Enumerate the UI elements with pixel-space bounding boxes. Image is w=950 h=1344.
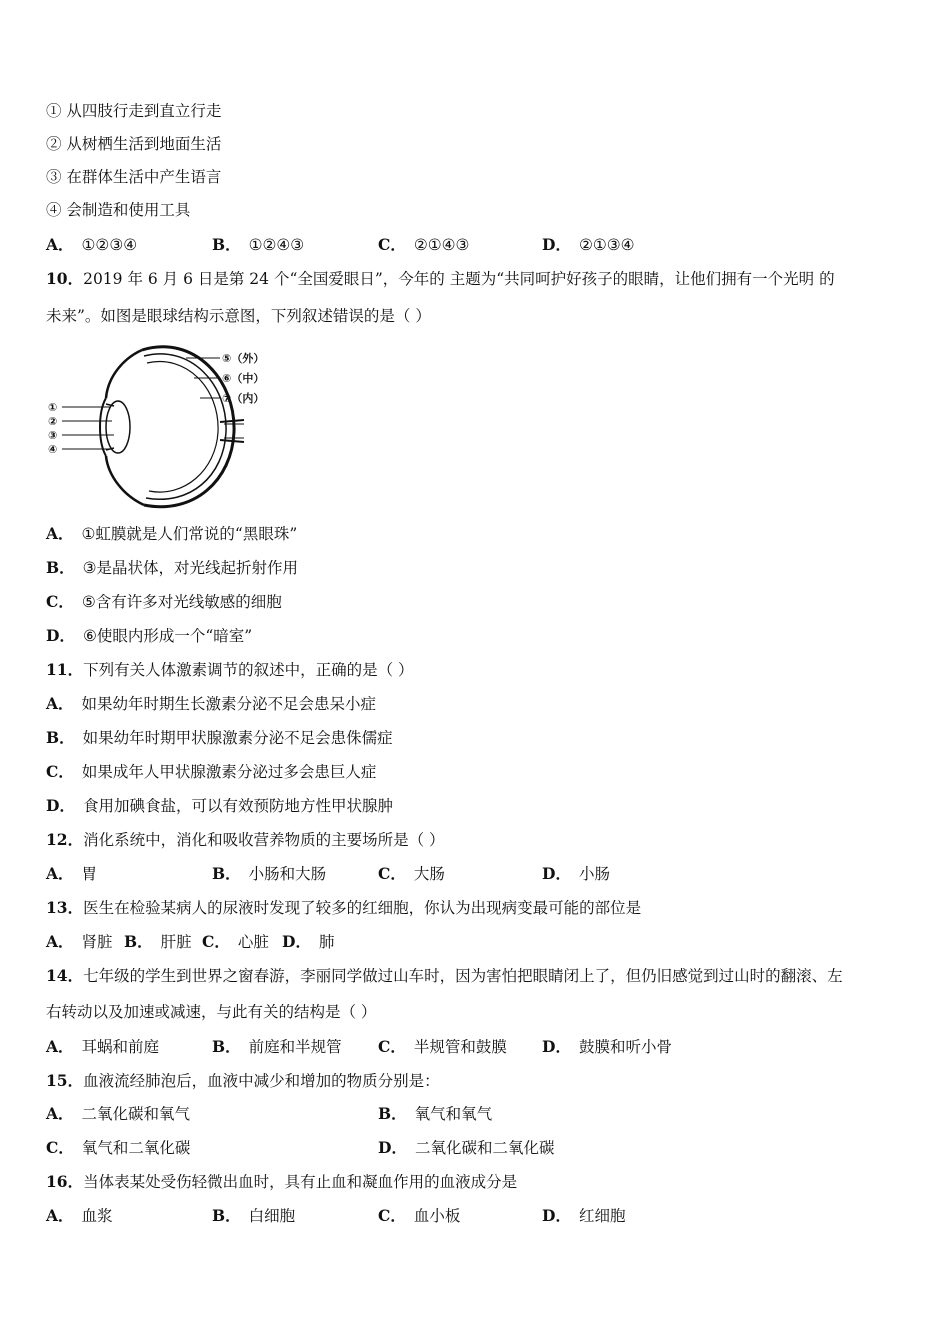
q9-statement-1: ① 从四肢行走到直立行走 [46, 102, 222, 120]
q11-number: 11． [46, 660, 84, 679]
eye-label-5: ⑤（外） [222, 352, 265, 365]
q15-option-b: B． 氧气和氧气 [378, 1104, 493, 1123]
q14-option-a: A． 耳蜗和前庭 [46, 1037, 160, 1056]
q9-option-b: B． ①②④③ [212, 235, 305, 254]
q14-stem-line1: 14．七年级的学生到世界之窗春游，李丽同学做过山车时，因为害怕把眼睛闭上了，但仍旧感觉到过山时的翻滚、左 [46, 966, 843, 985]
q16-option-a: A． 血浆 [46, 1206, 113, 1225]
eye-label-7: ⑦（内） [222, 392, 265, 405]
eye-label-3: ③ [48, 429, 58, 442]
q13-option-b: B． 肝脏 [124, 932, 192, 951]
q16-option-d: D． 红细胞 [542, 1206, 626, 1225]
q9-statement-2: ② 从树栖生活到地面生活 [46, 135, 222, 153]
q14-stem-line2: 右转动以及加速或减速，与此有关的结构是（ ） [46, 1003, 377, 1021]
q11-option-c: C． 如果成年人甲状腺激素分泌过多会患巨人症 [46, 762, 377, 781]
q16-option-b: B． 白细胞 [212, 1206, 296, 1225]
q14-option-b: B． 前庭和半规管 [212, 1037, 342, 1056]
q9-statement-4: ④ 会制造和使用工具 [46, 201, 191, 219]
q9-option-a: A． ①②③④ [46, 235, 138, 254]
q11-option-b: B． 如果幼年时期甲状腺激素分泌不足会患侏儒症 [46, 728, 393, 747]
q10-stem-line2: 未来”。如图是眼球结构示意图，下列叙述错误的是（ ） [46, 307, 431, 325]
q12-stem: 12．消化系统中，消化和吸收营养物质的主要场所是（ ） [46, 830, 445, 849]
q13-option-d: D． 肺 [282, 932, 335, 951]
q12-option-a: A． 胃 [46, 864, 98, 883]
q14-option-c: C． 半规管和鼓膜 [378, 1037, 507, 1056]
q10-number: 10． [46, 269, 84, 288]
q10-option-d: D． ⑥使眼内形成一个“暗室” [46, 626, 253, 645]
eye-label-6: ⑥（中） [222, 372, 265, 385]
diagram-left-labels [48, 401, 114, 456]
diagram-right-labels [186, 351, 264, 405]
q10-option-b: B． ③是晶状体，对光线起折射作用 [46, 558, 299, 577]
q13-option-c: C． 心脏 [202, 932, 269, 951]
q15-option-d: D． 二氧化碳和二氧化碳 [378, 1138, 555, 1157]
q11-option-a: A． 如果幼年时期生长激素分泌不足会患呆小症 [46, 694, 377, 713]
eye-label-1: ① [48, 401, 58, 414]
q16-option-c: C． 血小板 [378, 1206, 461, 1225]
q10-option-a: A． ①虹膜就是人们常说的“黑眼珠” [46, 524, 298, 543]
q14-option-d: D． 鼓膜和听小骨 [542, 1037, 672, 1056]
q15-number: 15． [46, 1071, 84, 1090]
eyeball-outline [100, 347, 244, 507]
q12-number: 12． [46, 830, 84, 849]
q15-option-a: A． 二氧化碳和氧气 [46, 1104, 191, 1123]
q13-stem: 13．医生在检验某病人的尿液时发现了较多的红细胞，你认为出现病变最可能的部位是 [46, 898, 642, 917]
q16-number: 16． [46, 1172, 84, 1191]
q10-stem-line1: 10．2019 年 6 月 6 日是第 24 个“全国爱眼日”，今年的 主题为“共同呵护好孩子的眼睛，让他们拥有一个光明 的 [46, 269, 835, 288]
eye-label-2: ② [48, 415, 58, 428]
q14-number: 14． [46, 966, 84, 985]
q16-stem: 16．当体表某处受伤轻微出血时，具有止血和凝血作用的血液成分是 [46, 1172, 518, 1191]
eyeball-diagram [44, 340, 274, 512]
q13-number: 13． [46, 898, 84, 917]
q11-option-d: D． 食用加碘食盐，可以有效预防地方性甲状腺肿 [46, 796, 393, 815]
q9-statement-3: ③ 在群体生活中产生语言 [46, 168, 222, 186]
q9-option-c: C． ②①④③ [378, 235, 470, 254]
eye-label-4: ④ [48, 443, 58, 456]
q15-option-c: C． 氧气和二氧化碳 [46, 1138, 191, 1157]
q12-option-b: B． 小肠和大肠 [212, 864, 327, 883]
q12-option-c: C． 大肠 [378, 864, 445, 883]
q12-option-d: D． 小肠 [542, 864, 610, 883]
q10-option-c: C． ⑤含有许多对光线敏感的细胞 [46, 592, 282, 611]
q13-option-a: A． 肾脏 [46, 932, 113, 951]
q15-stem: 15．血液流经肺泡后，血液中减少和增加的物质分别是： [46, 1071, 440, 1090]
q9-option-d: D． ②①③④ [542, 235, 635, 254]
q11-stem: 11．下列有关人体激素调节的叙述中，正确的是（ ） [46, 660, 414, 679]
